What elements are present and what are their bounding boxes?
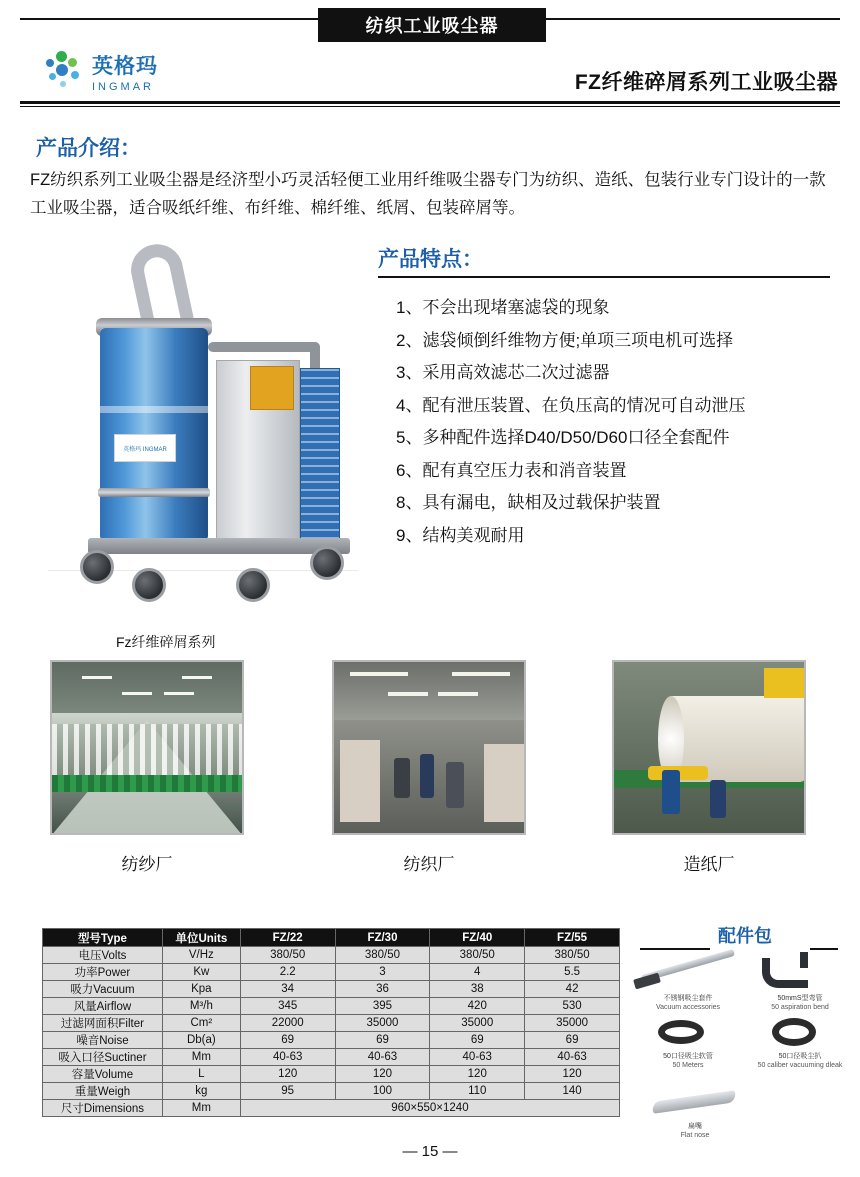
features-heading: 产品特点： bbox=[378, 248, 483, 271]
table-cell: Mm bbox=[162, 1049, 240, 1066]
table-cell: 吸力Vacuum bbox=[43, 981, 163, 998]
table-cell: 5.5 bbox=[525, 964, 620, 981]
intro-paragraph: FZ纺织系列工业吸尘器是经济型小巧灵活轻便工业用纤维吸尘器专门为纺织、造纸、包装行业专门设计的一款工业吸尘器，适合吸纸纤维、布纤维、棉纤维、纸屑、包装碎屑等。 bbox=[30, 171, 826, 217]
machine-badge: 英格玛 INGMAR bbox=[114, 434, 176, 462]
accessory-caption bbox=[748, 994, 852, 1012]
table-row bbox=[43, 947, 620, 964]
header-banner bbox=[318, 8, 546, 42]
accessory-label-en: 50 Meters bbox=[672, 1062, 704, 1069]
accessory-label-cn: 不锈钢吸尘套件 bbox=[663, 995, 713, 1002]
table-cell: 35000 bbox=[525, 1015, 620, 1032]
s-bend-top-icon bbox=[800, 952, 808, 968]
table-cell: 100 bbox=[335, 1083, 430, 1100]
table-cell: 140 bbox=[525, 1083, 620, 1100]
table-cell: 风量Airflow bbox=[43, 998, 163, 1015]
factory-photo-textile bbox=[332, 660, 526, 835]
table-cell: 电压Volts bbox=[43, 947, 163, 964]
accessory-caption bbox=[636, 1052, 740, 1070]
table-cell: 吸入口径Suctiner bbox=[43, 1049, 163, 1066]
feature-item: 4、配有泄压装置、在负压高的情况可自动泄压 bbox=[396, 395, 746, 415]
features-list bbox=[396, 292, 836, 552]
table-row bbox=[43, 981, 620, 998]
specification-table bbox=[42, 928, 620, 1117]
table-cell: 35000 bbox=[430, 1015, 525, 1032]
table-cell: 重量Weigh bbox=[43, 1083, 163, 1100]
table-cell: 3 bbox=[335, 964, 430, 981]
table-cell: 380/50 bbox=[240, 947, 335, 964]
table-cell: 110 bbox=[430, 1083, 525, 1100]
feature-item: 9、结构美观耐用 bbox=[396, 525, 525, 545]
accessories-divider-left bbox=[640, 948, 710, 950]
table-row bbox=[43, 1049, 620, 1066]
table-header-row bbox=[43, 929, 620, 947]
accessory-caption bbox=[636, 994, 740, 1012]
logo-en-text: INGMAR bbox=[92, 80, 154, 93]
table-cell: 69 bbox=[335, 1032, 430, 1049]
table-cell: 2.2 bbox=[240, 964, 335, 981]
table-row bbox=[43, 1066, 620, 1083]
table-cell: 380/50 bbox=[430, 947, 525, 964]
features-divider bbox=[378, 276, 830, 278]
table-cell: 380/50 bbox=[335, 947, 430, 964]
table-cell: 530 bbox=[525, 998, 620, 1015]
table-cell: 395 bbox=[335, 998, 430, 1015]
factory-photo-caption: 纺纱厂 bbox=[121, 855, 173, 874]
table-cell: 120 bbox=[430, 1066, 525, 1083]
factory-photo-spinning bbox=[50, 660, 244, 835]
table-row bbox=[43, 1083, 620, 1100]
table-cell: 69 bbox=[240, 1032, 335, 1049]
table-cell: 380/50 bbox=[525, 947, 620, 964]
logo-dots-icon bbox=[42, 51, 86, 91]
table-cell: Kw bbox=[162, 964, 240, 981]
table-cell: 尺寸Dimensions bbox=[43, 1100, 163, 1117]
table-cell: 36 bbox=[335, 981, 430, 998]
table-cell: M³/h bbox=[162, 998, 240, 1015]
table-cell: 40-63 bbox=[335, 1049, 430, 1066]
product-photo bbox=[48, 238, 358, 618]
vacuum-head-icon bbox=[772, 1018, 816, 1046]
table-row bbox=[43, 1015, 620, 1032]
table-cell: 69 bbox=[430, 1032, 525, 1049]
table-header-cell: 型号Type bbox=[43, 929, 163, 947]
accessory-label-cn: 50口径吸尘扒 bbox=[778, 1053, 822, 1060]
table-cell: 噪音Noise bbox=[43, 1032, 163, 1049]
table-cell: V/Hz bbox=[162, 947, 240, 964]
table-cell: 95 bbox=[240, 1083, 335, 1100]
company-logo bbox=[42, 48, 252, 94]
table-cell: 34 bbox=[240, 981, 335, 998]
page-header bbox=[0, 0, 860, 96]
accessory-label-en: Vacuum accessories bbox=[655, 1004, 721, 1011]
table-cell: 22000 bbox=[240, 1015, 335, 1032]
table-cell: 120 bbox=[335, 1066, 430, 1083]
accessory-label-cn: 50mmS型弯管 bbox=[777, 995, 823, 1002]
page-number: — 15 — bbox=[402, 1143, 458, 1160]
feature-item: 6、配有真空压力表和消音装置 bbox=[396, 460, 627, 480]
accessory-caption bbox=[748, 1052, 852, 1070]
table-cell: Db(a) bbox=[162, 1032, 240, 1049]
flat-nose-icon bbox=[652, 1090, 737, 1114]
table-cell: 40-63 bbox=[525, 1049, 620, 1066]
table-cell: Kpa bbox=[162, 981, 240, 998]
feature-item: 8、具有漏电，缺相及过载保护装置 bbox=[396, 493, 661, 512]
factory-photo-paper bbox=[612, 660, 806, 835]
header-bottom-divider bbox=[20, 101, 840, 104]
feature-item: 1、不会出现堵塞滤袋的现象 bbox=[396, 298, 610, 317]
table-cell: 35000 bbox=[335, 1015, 430, 1032]
product-photo-caption: Fz纤维碎屑系列 bbox=[116, 634, 216, 650]
table-cell: 40-63 bbox=[240, 1049, 335, 1066]
accessory-label-en: 50 aspiration bend bbox=[771, 1004, 829, 1011]
factory-photo-caption: 造纸厂 bbox=[683, 855, 735, 874]
accessory-label-en: Flat nose bbox=[680, 1132, 710, 1139]
logo-cn-text: 英格玛 bbox=[92, 53, 158, 78]
table-cell: 过滤网面积Filter bbox=[43, 1015, 163, 1032]
header-banner-label: 纺织工业吸尘器 bbox=[365, 16, 499, 36]
intro-heading: 产品介绍： bbox=[36, 137, 141, 160]
table-cell: 容量Volume bbox=[43, 1066, 163, 1083]
accessory-label-cn: 50口径吸尘软管 bbox=[663, 1053, 713, 1060]
table-cell: 40-63 bbox=[430, 1049, 525, 1066]
table-header-cell: 单位Units bbox=[162, 929, 240, 947]
accessories-divider-right bbox=[810, 948, 838, 950]
table-header-cell: FZ/40 bbox=[430, 929, 525, 947]
table-cell: 345 bbox=[240, 998, 335, 1015]
table-row bbox=[43, 998, 620, 1015]
table-row-dimensions bbox=[43, 1100, 620, 1117]
accessory-label-cn: 扁嘴 bbox=[688, 1123, 702, 1130]
feature-item: 5、多种配件选择D40/D50/D60口径全套配件 bbox=[396, 428, 730, 447]
stainless-nozzle-head-icon bbox=[633, 973, 661, 990]
table-cell: 38 bbox=[430, 981, 525, 998]
accessories-heading: 配件包 bbox=[718, 926, 772, 946]
product-title: FZ纤维碎屑系列工业吸尘器 bbox=[574, 71, 838, 94]
table-cell: 420 bbox=[430, 998, 525, 1015]
table-cell: Mm bbox=[162, 1100, 240, 1117]
table-cell: 960×550×1240 bbox=[240, 1100, 619, 1117]
table-cell: 42 bbox=[525, 981, 620, 998]
header-bottom-divider-thin bbox=[20, 106, 840, 107]
hose-coil-icon bbox=[658, 1020, 704, 1044]
table-cell: L bbox=[162, 1066, 240, 1083]
table-cell: 120 bbox=[525, 1066, 620, 1083]
table-header-cell: FZ/22 bbox=[240, 929, 335, 947]
hose-icon bbox=[126, 239, 193, 328]
table-row bbox=[43, 1032, 620, 1049]
accessory-caption bbox=[650, 1122, 740, 1140]
table-cell: Cm² bbox=[162, 1015, 240, 1032]
table-header-cell: FZ/30 bbox=[335, 929, 430, 947]
table-cell: 69 bbox=[525, 1032, 620, 1049]
factory-photo-caption: 纺织厂 bbox=[403, 855, 455, 874]
table-header-cell: FZ/55 bbox=[525, 929, 620, 947]
accessory-label-en: 50 caliber vacuuming dleak bbox=[757, 1062, 843, 1069]
table-cell: 功率Power bbox=[43, 964, 163, 981]
table-cell: 120 bbox=[240, 1066, 335, 1083]
table-cell: kg bbox=[162, 1083, 240, 1100]
feature-item: 3、采用高效滤芯二次过滤器 bbox=[396, 363, 610, 382]
table-row bbox=[43, 964, 620, 981]
feature-item: 2、滤袋倾倒纤维物方便;单项三项电机可选择 bbox=[396, 330, 734, 350]
table-cell: 4 bbox=[430, 964, 525, 981]
